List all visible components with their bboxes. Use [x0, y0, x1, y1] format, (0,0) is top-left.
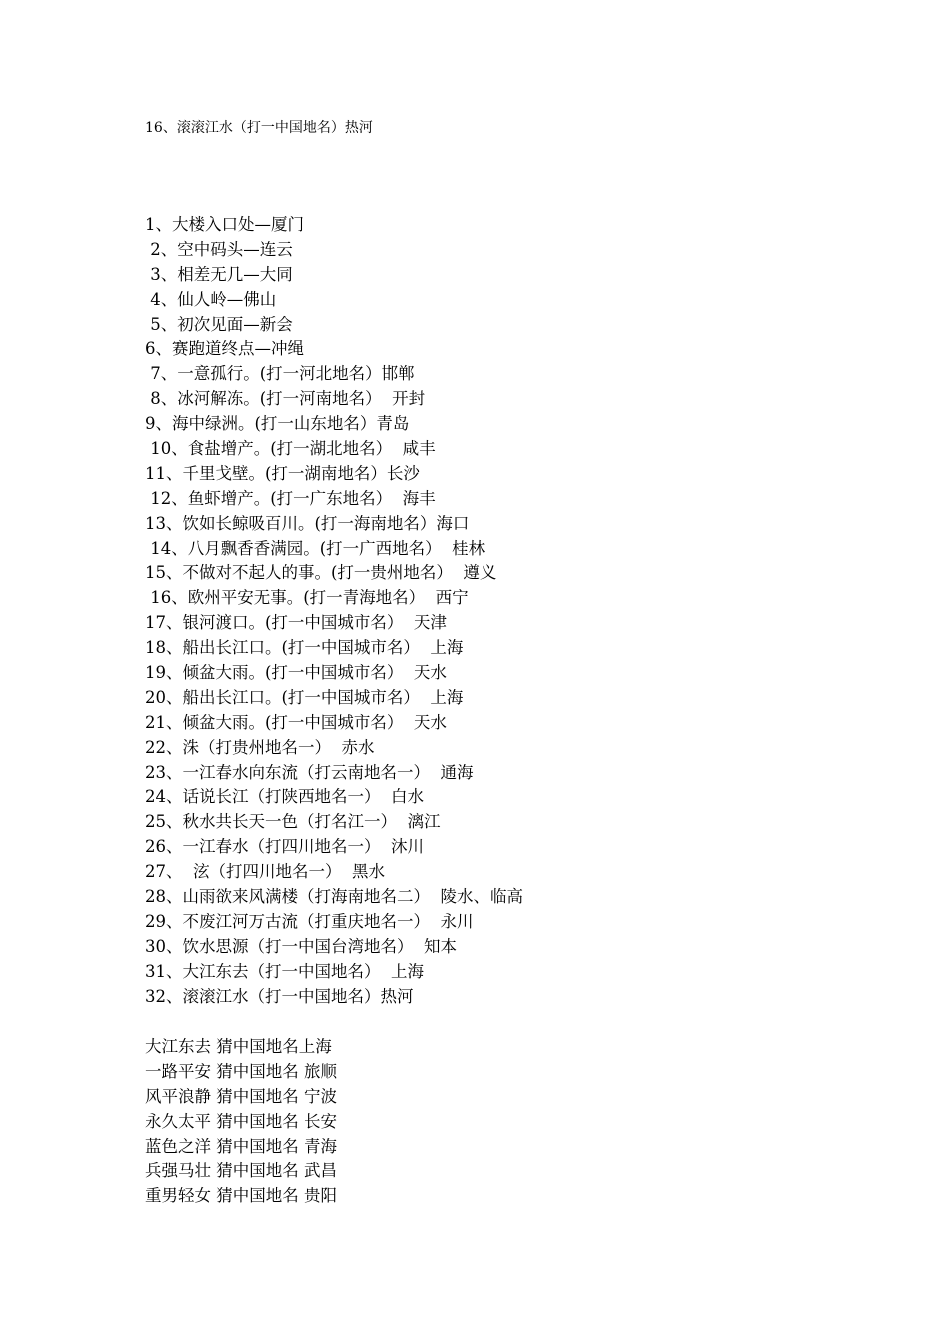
list-item: 27、 泫（打四川地名一） 黑水: [145, 862, 385, 882]
list-item: 24、话说长江（打陕西地名一） 白水: [145, 787, 424, 807]
list-item: 17、银河渡口。(打一中国城市名） 天津: [145, 613, 447, 633]
list-item: 8、冰河解冻。(打一河南地名） 开封: [145, 389, 426, 409]
list-item: 20、船出长江口。(打一中国城市名） 上海: [145, 687, 464, 707]
list-item: 22、洙（打贵州地名一） 赤水: [145, 737, 375, 757]
list-item: 7、一意孤行。(打一河北地名）邯郸: [145, 364, 415, 384]
list-item: 4、仙人岭—佛山: [145, 289, 277, 309]
list-item: 蓝色之洋 猜中国地名 青海: [145, 1136, 337, 1156]
list-item: 一路平安 猜中国地名 旅顺: [145, 1061, 337, 1081]
list-item: 18、船出长江口。(打一中国城市名） 上海: [145, 638, 464, 658]
list-item: 10、食盐增产。(打一湖北地名） 咸丰: [145, 439, 436, 459]
list-item: 5、初次见面—新会: [145, 314, 293, 334]
list-item: 永久太平 猜中国地名 长安: [145, 1111, 337, 1131]
list-item: 13、饮如长鲸吸百川。(打一海南地名）海口: [145, 513, 470, 533]
list-item: 12、鱼虾增产。(打一广东地名） 海丰: [145, 488, 436, 508]
list-item: 9、海中绿洲。(打一山东地名）青岛: [145, 414, 410, 434]
list-item: 31、大江东去（打一中国地名） 上海: [145, 961, 424, 981]
list-item: 26、一江春水（打四川地名一） 沐川: [145, 837, 424, 857]
list-item: 19、倾盆大雨。(打一中国城市名） 天水: [145, 663, 447, 683]
list-item: 14、八月飘香香满园。(打一广西地名） 桂林: [145, 538, 486, 558]
list-item: 风平浪静 猜中国地名 宁波: [145, 1086, 337, 1106]
list-item: 6、赛跑道终点—冲绳: [145, 339, 304, 359]
list-item: 30、饮水思源（打一中国台湾地名） 知本: [145, 936, 457, 956]
list-item: 重男轻女 猜中国地名 贵阳: [145, 1186, 337, 1206]
top-riddle-line: 16、滚滚江水（打一中国地名）热河: [145, 120, 373, 136]
list-item: 16、欧州平安无事。(打一青海地名） 西宁: [145, 588, 469, 608]
riddle-list: [145, 213, 523, 1010]
list-item: 兵强马壮 猜中国地名 武昌: [145, 1161, 337, 1181]
list-item: 11、千里戈壁。(打一湖南地名）长沙: [145, 463, 420, 483]
list-item: 28、山雨欲来风满楼（打海南地名二） 陵水、临高: [145, 887, 523, 907]
list-item: 3、相差无几—大同: [145, 264, 293, 284]
list-item: 15、不做对不起人的事。(打一贵州地名） 遵义: [145, 563, 497, 583]
list-item: 23、一江春水向东流（打云南地名一） 通海: [145, 762, 474, 782]
list-item: 1、大楼入口处—厦门: [145, 215, 304, 234]
list-item: 29、不废江河万古流（打重庆地名一） 永川: [145, 911, 474, 931]
list-item: 25、秋水共长天一色（打名江一） 漓江: [145, 812, 441, 832]
list-item: 2、空中码头—连云: [145, 239, 293, 259]
list-item: 大江东去 猜中国地名上海: [145, 1037, 332, 1056]
list-item: 32、滚滚江水（打一中国地名）热河: [145, 986, 414, 1006]
list-item: 21、倾盆大雨。(打一中国城市名） 天水: [145, 712, 447, 732]
extra-riddle-list: [145, 1035, 337, 1209]
